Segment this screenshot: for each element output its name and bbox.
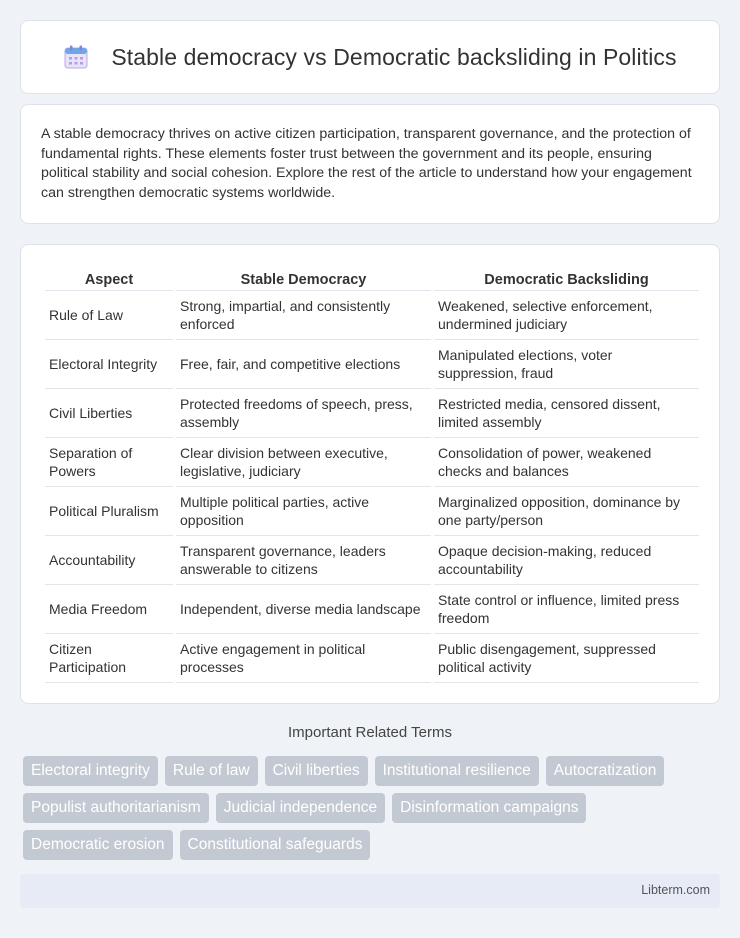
aspect-cell: Rule of Law <box>45 291 173 340</box>
aspect-cell: Accountability <box>45 536 173 585</box>
backsliding-cell: Public disengagement, suppressed political activity <box>434 634 699 683</box>
backsliding-cell: Manipulated elections, voter suppression, fraud <box>434 340 699 389</box>
related-term-tag[interactable]: Democratic erosion <box>23 830 173 860</box>
related-term-tag[interactable]: Constitutional safeguards <box>180 830 371 860</box>
backsliding-cell: Restricted media, censored dissent, limited assembly <box>434 389 699 438</box>
backsliding-cell: Weakened, selective enforcement, undermined judiciary <box>434 291 699 340</box>
stable-cell: Active engagement in political processes <box>176 634 431 683</box>
related-term-tag[interactable]: Electoral integrity <box>23 756 158 786</box>
related-term-tag[interactable]: Judicial independence <box>216 793 385 823</box>
title-card <box>20 20 720 94</box>
table-row <box>45 487 699 536</box>
table-header-row <box>45 265 699 291</box>
column-header-aspect: Aspect <box>45 265 173 291</box>
footer-site-link[interactable]: Libterm.com <box>641 883 710 897</box>
related-term-tag[interactable]: Rule of law <box>165 756 258 786</box>
intro-paragraph: A stable democracy thrives on active citizen participation, transparent governance, and the protection of fundamental rights. These elements foster trust between the government and its people, ensuring political stability and social cohesion. Explore the rest of the article to understand how your engagement can strengthen democratic systems worldwide. <box>41 126 692 201</box>
footer-bar <box>20 874 720 908</box>
stable-cell: Transparent governance, leaders answerable to citizens <box>176 536 431 585</box>
aspect-cell: Political Pluralism <box>45 487 173 536</box>
related-term-tag[interactable]: Disinformation campaigns <box>392 793 586 823</box>
stable-cell: Independent, diverse media landscape <box>176 585 431 634</box>
backsliding-cell: Consolidation of power, weakened checks and balances <box>434 438 699 487</box>
intro-card <box>20 104 720 224</box>
aspect-cell: Electoral Integrity <box>45 340 173 389</box>
aspect-cell: Citizen Participation <box>45 634 173 683</box>
related-term-tag[interactable]: Populist authoritarianism <box>23 793 209 823</box>
comparison-card <box>20 244 720 704</box>
table-row <box>45 634 699 683</box>
stable-cell: Multiple political parties, active opposition <box>176 487 431 536</box>
page-title: Stable democracy vs Democratic backsliding in Politics <box>111 43 677 70</box>
aspect-cell: Media Freedom <box>45 585 173 634</box>
table-row <box>45 536 699 585</box>
column-header-democratic-backsliding: Democratic Backsliding <box>434 265 699 291</box>
stable-cell: Strong, impartial, and consistently enforced <box>176 291 431 340</box>
table-row <box>45 438 699 487</box>
backsliding-cell: Marginalized opposition, dominance by one party/person <box>434 487 699 536</box>
related-terms-list <box>23 756 713 860</box>
table-row <box>45 340 699 389</box>
backsliding-cell: Opaque decision-making, reduced accountability <box>434 536 699 585</box>
stable-cell: Clear division between executive, legislative, judiciary <box>176 438 431 487</box>
backsliding-cell: State control or influence, limited press freedom <box>434 585 699 634</box>
aspect-cell: Separation of Powers <box>45 438 173 487</box>
calendar-icon <box>63 44 89 70</box>
column-header-stable-democracy: Stable Democracy <box>176 265 431 291</box>
related-term-tag[interactable]: Institutional resilience <box>375 756 539 786</box>
table-row <box>45 585 699 634</box>
aspect-cell: Civil Liberties <box>45 389 173 438</box>
table-row <box>45 291 699 340</box>
related-term-tag[interactable]: Civil liberties <box>265 756 368 786</box>
stable-cell: Free, fair, and competitive elections <box>176 340 431 389</box>
related-terms-heading: Important Related Terms <box>288 724 452 741</box>
table-row <box>45 389 699 438</box>
comparison-table <box>42 265 702 683</box>
related-term-tag[interactable]: Autocratization <box>546 756 665 786</box>
stable-cell: Protected freedoms of speech, press, assembly <box>176 389 431 438</box>
